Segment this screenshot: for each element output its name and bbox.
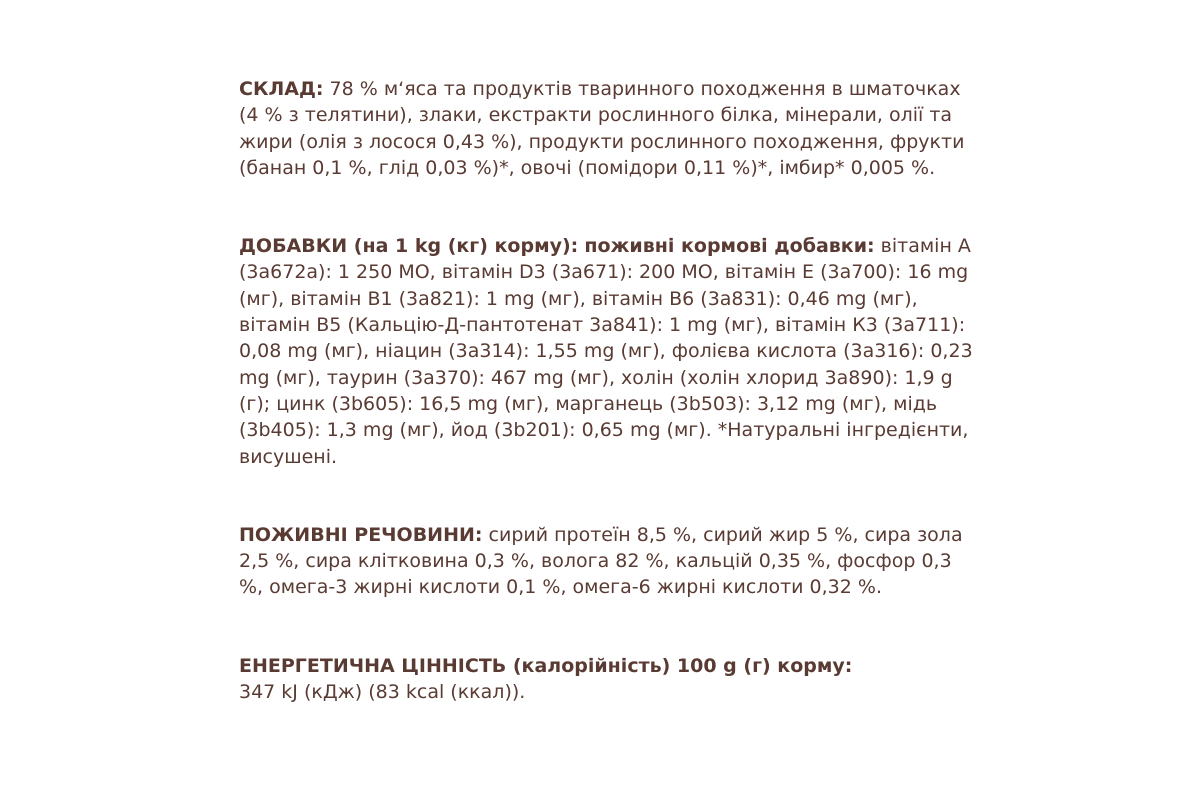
energy-label: ЕНЕРГЕТИЧНА ЦІННІСТЬ (калорійність) 100 g (г) корму: (239, 654, 853, 677)
composition-text: 78 % м‘яса та продуктів тваринного походження в шматочках (4 % з телятини), злаки, екстракти рослинного білка, мінерали, олії та жири (олія з лосося 0,43 %), продукти рослинного походження, фрукти (банан 0,1 %, глід 0,03 %)*, овочі (помідори 0,11 %)*, імбир* 0,005 %. (239, 78, 965, 179)
additives-label: ДОБАВКИ (на 1 kg (кг) корму): (239, 235, 579, 258)
composition-label: СКЛАД: (239, 78, 324, 100)
additives-sublabel: поживні кормові добавки: (584, 235, 875, 258)
energy-section (239, 653, 979, 706)
nutrients-section (239, 522, 979, 601)
composition-section (239, 76, 979, 181)
nutrients-text: сирий протеїн 8,5 %, сирий жир 5 %, сира зола 2,5 %, сира клітковина 0,3 %, волога 82 %, кальцій 0,35 %, фосфор 0,3 %, омега-3 жирні кислоти 0,1 %, омега-6 жирні кислоти 0,32 %. (239, 523, 963, 599)
product-composition-document (239, 76, 979, 705)
additives-section (239, 233, 979, 470)
additives-text: вітамін А (3a672a): 1 250 МО, вітамін D3 (3a671): 200 МО, вітамін Е (3a700): 16 mg (мг), вітамін В1 (3a821): 1 mg (мг), вітамін В6 (3a831): 0,46 mg (мг), вітамін В5 (Кальцію-Д-пантотенат 3a841): 1 mg (мг), вітамін К3 (3a711): 0,08 mg (мг), ніацин (3a314): 1,55 mg (мг), фолієва кислота (3a316): 0,23 mg (мг), таурин (3a370): 467 mg (мг), холін (холін хлорид 3a890): 1,9 g (г); цинк (3b605): 16,5 mg (мг), марганець (3b503): 3,12 mg (мг), мідь (3b405): 1,3 mg (мг), йод (3b201): 0,65 mg (мг). *Натуральні інгредієнти, висушені. (239, 235, 973, 468)
energy-text: 347 kJ (кДж) (83 kcal (ккал)). (239, 681, 526, 704)
nutrients-label: ПОЖИВНІ РЕЧОВИНИ: (239, 523, 483, 546)
